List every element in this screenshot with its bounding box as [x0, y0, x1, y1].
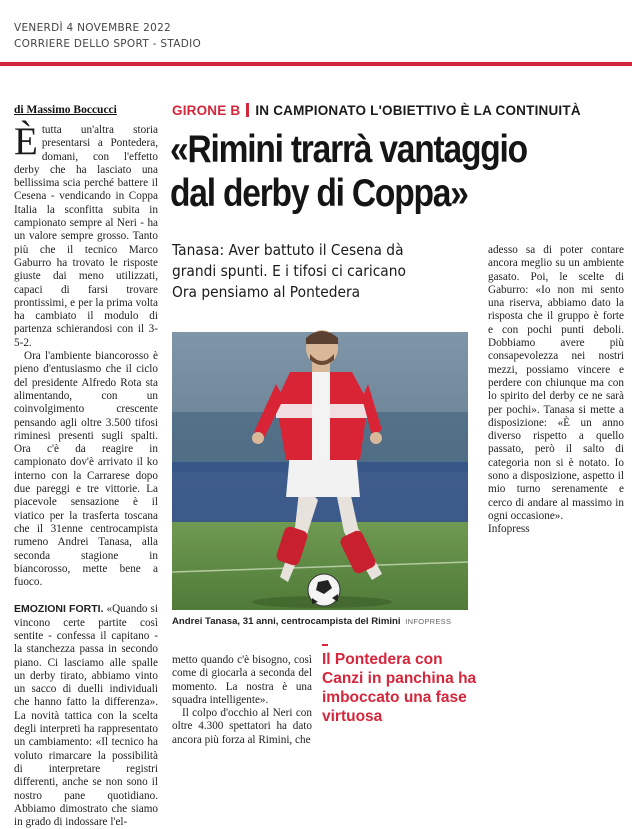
headline-line-1: «Rimini trarrà vantaggio — [170, 128, 527, 171]
paragraph-2: Ora l'ambiente biancorosso è pieno d'entusiasmo che il ciclo del presidente Alfredo Rota sta alimentando, con un coinvolgimento crescente pensando agli oltre 3.500 tifosi riminesi presenti sugli spalti. Ora c'è da reagire in campionato dov'è arrivato il ko interno con la Carrarese dopo due pareggi e tre vittorie. La piacevole sensazione è il viatico per la trasferta toscana che il 31enne centrocampista rumeno Andrei Tanasa, alla seconda stagione in biancorosso, mette bene a fuoco. — [14, 350, 158, 589]
kicker — [172, 103, 581, 118]
kicker-text: IN CAMPIONATO L'OBIETTIVO È LA CONTINUITÀ — [255, 103, 581, 118]
byline: di Massimo Boccucci — [14, 104, 117, 116]
section-lead-in: EMOZIONI FORTI. — [14, 603, 104, 616]
header-rule — [0, 62, 632, 66]
drop-cap: È — [14, 120, 38, 163]
article-column-1 — [14, 120, 159, 829]
headline-line-2: dal derby di Coppa» — [170, 172, 468, 215]
player-photo — [172, 332, 468, 610]
paragraph-1 — [14, 120, 158, 350]
pull-quote: Il Pontedera con Canzi in panchina ha imboccato una fase virtuosa — [322, 651, 477, 725]
headline — [170, 128, 626, 216]
article-column-2 — [172, 654, 312, 747]
subheadline — [172, 240, 472, 303]
paragraph-3-text: «Quando si vincono certe partite così sentite - confessa il capitano - la stanchezza passa in secondo piano. Ci lasciamo alle spalle un derby tirato, abbiamo vinto un sacco di duelli individuali che hanno fatto la differenza». La novità tattica con la scelta degli interpreti ha rappresentato un cambiamento: «Il tecnico ha voluto rimarcare la possibilità di interpretare registri differenti, anche se non sono il nostro pane quotidiano. Abbiamo dimostrato che siamo in grado di indossare l'el- — [14, 603, 159, 829]
paragraph-1-text: tutta un'altra storia presentarsi a Pontedera, domani, con l'effetto derby che ha lasciato una bellissima scia perché battere il Cesena - vendicando in Coppa Italia la sconfitta subita in campionato sempre al Neri - ha un valore sempre grosso. Tanto più che il tecnico Marco Gaburro ha trovato le risposte giuste dai meno utilizzati, capaci di farsi trovare prontissimi, e per la prima volta ha cambiato il modulo di partenza schierandosi con il 3-5-2. — [14, 124, 158, 349]
caption-text: Andrei Tanasa, 31 anni, centrocampista del Rimini — [172, 616, 401, 627]
subhead-line-2: grandi spunti. E i tifosi ci caricano — [172, 262, 406, 280]
edition-date: VENERDÌ 4 NOVEMBRE 2022 — [14, 22, 172, 34]
paragraph-4: metto quando c'è bisogno, così come di giocarla a seconda del momento. La nostra è una squadra intelligente». — [172, 654, 312, 706]
article-column-3 — [488, 244, 624, 537]
publication-name: CORRIERE DELLO SPORT - STADIO — [14, 38, 202, 50]
player-photo-image — [172, 332, 468, 610]
subhead-line-1: Tanasa: Aver battuto il Cesena dà — [172, 241, 404, 259]
photo-credit: INFOPRESS — [405, 617, 452, 626]
paragraph-3 — [14, 603, 158, 829]
paragraph-5: Il colpo d'occhio al Neri con oltre 4.300 spettatori ha dato ancora più forza al Rimini, che — [172, 707, 312, 746]
section-label: GIRONE B — [172, 103, 241, 118]
photo-caption — [172, 616, 472, 627]
subhead-line-3: Ora pensiamo al Pontedera — [172, 283, 361, 301]
paragraph-6: adesso sa di poter contare ancora meglio su un ambiente gasato. Poi, le scelte di Gaburro: «Io non mi sento una riserva, abbiamo dato la risposta che il gruppo è forte e con pochi punti deboli. Dobbiamo avere più consapevolezza nei nostri mezzi, possiamo vincere e perdere con chiunque ma con lo spirito del derby ce ne sarà per pochi». Tanasa si mette a disposizione: «È un anno diverso rispetto a quello passato, però il salto di categoria non si è notato. Io sono a disposizione, aspetto il mio turno serenamente e cerco di andare al massimo in ogni occasione». — [488, 244, 624, 522]
kicker-separator — [246, 103, 249, 117]
signoff: Infopress — [488, 523, 530, 536]
pullquote-rule — [322, 644, 328, 646]
